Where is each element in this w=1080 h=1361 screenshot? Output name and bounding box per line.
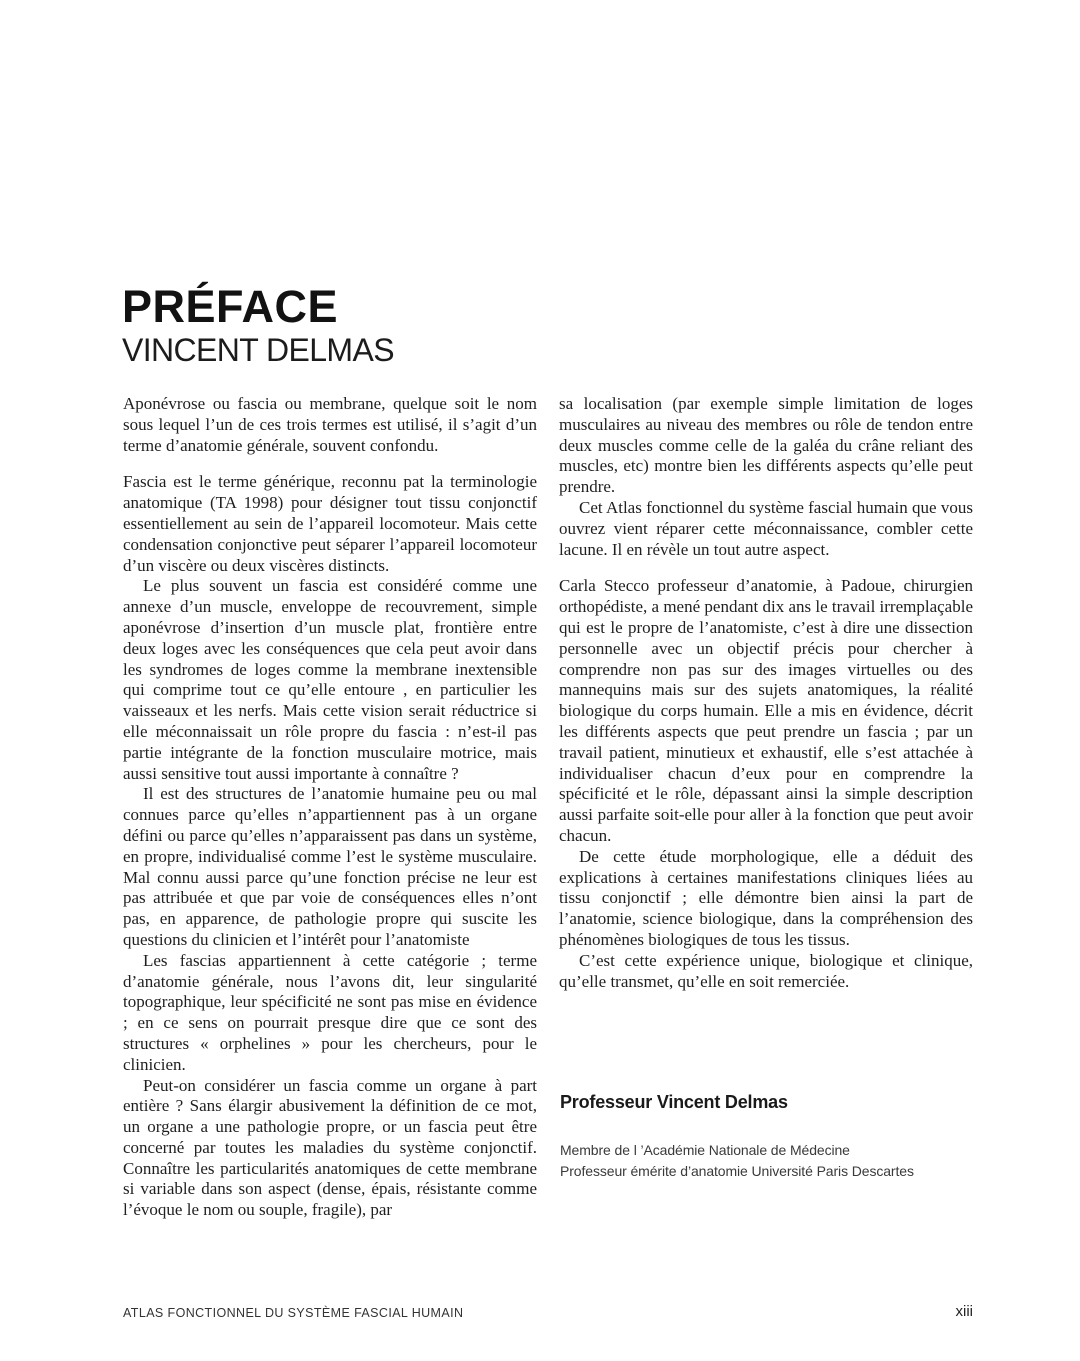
signature-affiliations [560, 1140, 914, 1182]
body-paragraph: Carla Stecco professeur d’anatomie, à Padoue, chirurgien orthopédiste, a mené pendant dix ans le travail irremplaçable qui est le propre de l’anatomiste, c’est à dire une dissection personnelle avec un objectif précis pour chercher à comprendre non pas sur des images virtuelles ou des mannequins mais sur des sujets anatomiques, la réalité biologique du corps humain. Elle a mis en évidence, décrit les différents aspects que peut prendre un fascia ; par un travail patient, minutieux et exhaustif, elle s’est attachée à individualiser chacun d’eux pour en comprendre la spécificité et le rôle, dépassant ainsi la simple description aussi parfaite soit-elle pour aller à la fonction que peut avoir chacun. [559, 576, 973, 845]
title-block [122, 281, 394, 368]
page-title: PRÉFACE [122, 281, 339, 332]
body-paragraph: Les fascias appartiennent à cette catégorie ; terme d’anatomie générale, nous l’avons dit, leur singularité topographique, leur spécificité ne sont pas mise en évidence ; en ce sens on pourrait presque dire que ce sont des structures « orphelines » pour les chercheurs, pour le clinicien. [123, 950, 537, 1074]
footer-page-number: xiii [955, 1303, 973, 1320]
left-column [123, 394, 537, 1221]
body-paragraph: De cette étude morphologique, elle a déduit des explications à certaines manifestations cliniques liées au tissu conjonctif ; elle démontre bien ainsi la part de l’anatomie, science biologique, dans la compréhension des phénomènes biologiques de tous les tissus. [559, 846, 973, 949]
right-column [559, 394, 973, 992]
body-paragraph: Le plus souvent un fascia est considéré comme une annexe d’un muscle, enveloppe de recouvrement, simple aponévrose d’insertion d’un muscle plat, frontière entre deux loges avec les conséquences que cela peut avoir dans les syndromes de loges comme la membrane inextensible qui comprime tout ce qu’elle entoure , en particulier les vaisseaux et les nerfs. Mais cette vision serait réductrice si elle méconnaissait un rôle propre du fascia : n’est-il pas partie intégrante de la fonction musculaire motrice, mais aussi sensitive tout aussi importante à connaître ? [123, 576, 537, 783]
body-paragraph: C’est cette expérience unique, biologique et clinique, qu’elle transmet, qu’elle en soit remerciée. [559, 950, 973, 991]
body-paragraph: Aponévrose ou fascia ou membrane, quelque soit le nom sous lequel l’un de ces trois termes est utilisé, il s’agit d’un terme d’anatomie générale, souvent confondu. [123, 394, 537, 455]
body-paragraph: Peut-on considérer un fascia comme un organe à part entière ? Sans élargir abusivement la définition de ce mot, un organe a une pathologie propre, or un fascia peut être concerné par toutes les maladies du système conjonctif. Connaître les particularités anatomiques de cette membrane si variable dans son aspect (dense, épais, résistante comme l’évoque le nom ou souple, fragile), par [123, 1075, 537, 1220]
signature-name: Professeur Vincent Delmas [560, 1092, 788, 1112]
body-paragraph: Il est des structures de l’anatomie humaine peu ou mal connues parce qu’elles n’appartiennent pas à un organe défini ou parce qu’elles n’apparaissent pas dans un système, en propre, individualisé comme l’est le système musculaire. Mal connu aussi parce qu’une fonction précise ne leur est pas attribuée et que par voie de conséquences elles n’ont pas, en apparence, de pathologie propre qui suscite les questions du clinicien et l’intérêt pour l’anatomiste [123, 784, 537, 949]
body-paragraph: sa localisation (par exemple simple limitation de loges musculaires au niveau des membres ou rôle de tendon entre deux muscles comme celle de la galéa du crâne reliant des muscles, etc) montre bien les différents aspects qu’elle peut prendre. [559, 394, 973, 497]
signature-affiliation-line: Membre de l ’Académie Nationale de Médecine [560, 1142, 850, 1158]
signature-block [560, 1092, 914, 1182]
page-subtitle: VINCENT DELMAS [122, 332, 394, 368]
signature-affiliation-line: Professeur émérite d’anatomie Université Paris Descartes [560, 1163, 914, 1179]
body-paragraph: Fascia est le terme générique, reconnu pat la terminologie anatomique (TA 1998) pour désigner tout tissu conjonctif essentiellement au sein de l’appareil locomoteur. Mais cette condensation conjonctive peut séparer l’appareil locomoteur d’un viscère ou deux viscères distincts. [123, 472, 537, 575]
footer-book-title: ATLAS FONCTIONNEL DU SYSTÈME FASCIAL HUMAIN [123, 1306, 464, 1320]
body-paragraph: Cet Atlas fonctionnel du système fascial humain que vous ouvrez vient réparer cette méconnaissance, combler cette lacune. Il en révèle un tout autre aspect. [559, 497, 973, 559]
